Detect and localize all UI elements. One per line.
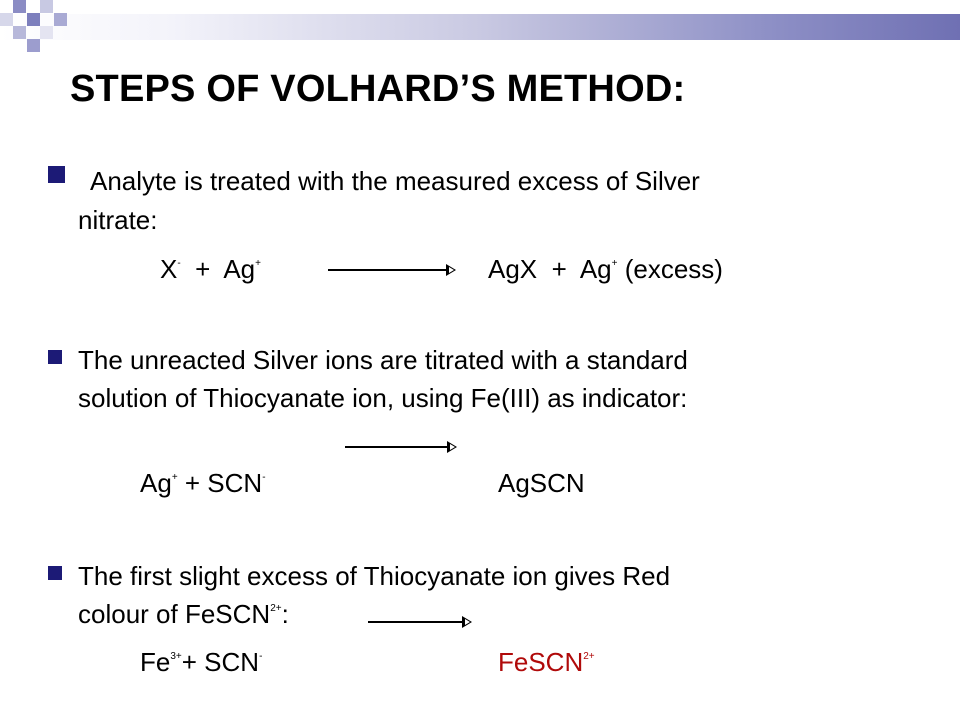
decor-square	[13, 0, 26, 13]
equation-1-products	[488, 252, 723, 286]
header-decoration	[0, 0, 960, 40]
bullet-marker	[48, 566, 62, 580]
bullet-marker	[48, 350, 62, 364]
reaction-arrow	[368, 616, 472, 628]
equation-1-product-ag-charge: +	[611, 258, 618, 269]
bullet-1-line-1: Analyte is treated with the measured excess of Silver	[90, 166, 700, 196]
equation-1-reactant-x: X	[160, 254, 178, 284]
equation-1-reactant-x-charge: -	[177, 258, 181, 269]
equation-3-reactants	[140, 645, 262, 679]
decor-square	[13, 26, 26, 39]
decor-square	[27, 39, 40, 52]
decor-square	[54, 13, 67, 26]
decor-square	[40, 0, 53, 13]
equation-2-scn-charge: -	[262, 472, 266, 483]
bullet-marker	[48, 166, 65, 183]
bullet-3-line-2	[78, 597, 289, 631]
equation-2-product: AgSCN	[498, 468, 585, 498]
decor-square	[27, 13, 40, 26]
reaction-arrow	[328, 264, 456, 276]
decor-square	[40, 26, 53, 39]
equation-3-product-charge: 2+	[583, 651, 595, 662]
equation-2-reactant-ag: Ag	[140, 468, 172, 498]
equation-3-reactant-fe-charge: 3+	[170, 651, 182, 662]
equation-1-reactant-ag: Ag	[223, 254, 256, 284]
bullet-2-line-1: The unreacted Silver ions are titrated with a standard	[78, 345, 688, 375]
bullet-3-line-1: The first slight excess of Thiocyanate ion gives Red	[78, 561, 671, 591]
slide-title: STEPS OF VOLHARD’S METHOD:	[70, 68, 686, 110]
equation-1-product-ag: Ag	[579, 254, 612, 284]
equation-2-reactants	[140, 466, 266, 500]
equation-3-product-fescn: FeSCN	[498, 647, 584, 677]
equation-3-reactant-fe: Fe	[140, 647, 171, 677]
equation-2-reactant-ag-charge: +	[171, 472, 178, 483]
bullet-3-line-2-text: colour of FeSCN	[78, 599, 271, 629]
equation-1-reactants	[160, 252, 261, 286]
equation-3-scn-charge: -	[259, 651, 263, 662]
decor-square	[0, 13, 13, 26]
bullet-3-line-2-charge: 2+	[270, 603, 282, 614]
equation-2-plus-scn: + SCN	[184, 468, 263, 498]
equation-1-excess-note: (excess)	[624, 254, 723, 284]
equation-3-product	[498, 645, 595, 679]
equation-1-product-agx: AgX	[488, 254, 538, 284]
bullet-2-line-2: solution of Thiocyanate ion, using Fe(III) as indicator:	[78, 383, 688, 413]
bullet-1-line-2: nitrate:	[78, 205, 158, 235]
equation-3-plus-scn: + SCN	[181, 647, 260, 677]
reaction-arrow	[345, 441, 457, 453]
bullet-3-line-2-end: :	[281, 599, 289, 629]
equation-1-plus: +	[195, 254, 211, 284]
equation-1-plus-2: +	[551, 254, 567, 284]
header-gradient-band	[0, 14, 960, 40]
equation-1-reactant-ag-charge: +	[255, 258, 261, 269]
